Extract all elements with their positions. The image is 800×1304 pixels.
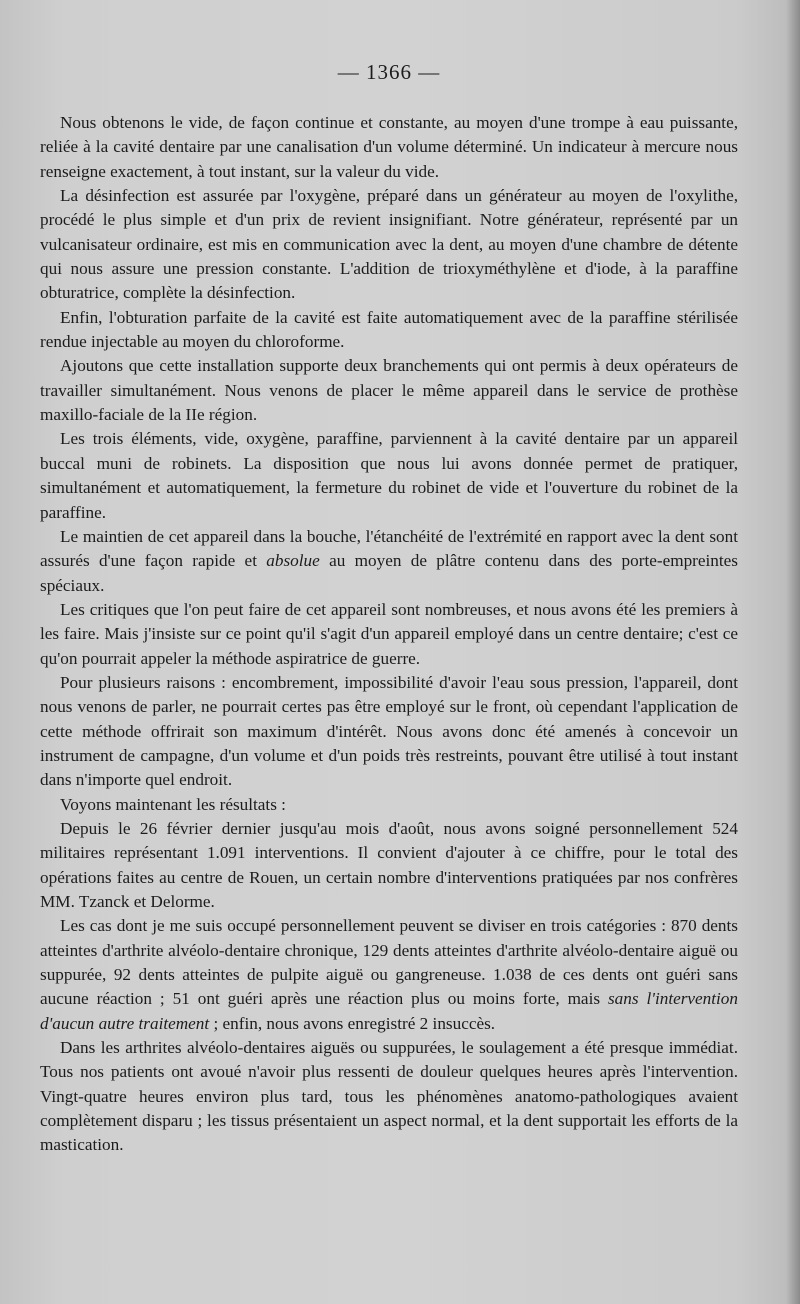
paragraph: Ajoutons que cette installation supporte deux branchements qui ont permis à deux opérateurs de travailler simultanément. Nous venons de placer le même appareil dans le service de prothèse maxillo-faciale de la IIe région. — [40, 356, 738, 425]
paragraph-text: Le maintien de cet appareil dans la bouche, l'étanchéité de l'extrémité en rapport avec la dent sont assurés d'une façon rapide et — [40, 526, 738, 571]
paragraph: Depuis le 26 février dernier jusqu'au mois d'août, nous avons soigné personnellement 524 militaires représentant 1.091 interventions. Il convient d'ajouter à ce chiffre, pour le total des opérations faites au centre de Rouen, un certain nombre d'interventions pratiquées par nos confrères MM. Tzanck et Delorme. — [40, 818, 738, 911]
paragraph-text: au moyen de plâtre contenu dans des porte-empreintes spéciaux. — [40, 551, 738, 595]
paragraph: Nous obtenons le vide, de façon continue et constante, au moyen d'une trompe à eau puissante, reliée à la cavité dentaire par une canalisation d'un volume déterminé. Un indicateur à mercure nous renseigne exactement, à tout instant, sur la valeur du vide. — [40, 113, 738, 181]
page-edge-shadow — [786, 0, 800, 1304]
paragraph-text: Les cas dont je me suis occupé personnellement peuvent se diviser en trois catégories : 870 dents atteintes d'arthrite alvéolo-dentaire chronique, 129 dents atteintes d'arthrite alvéolo-dentaire aiguë ou suppurée, 92 dents atteintes de pulpite aiguë ou gangreneuse. 1.038 de ces dents ont guéri sans aucune réaction ; 51 ont guéri après une réaction plus ou moins forte, mais — [40, 916, 738, 1009]
paragraph: Pour plusieurs raisons : encombrement, impossibilité d'avoir l'eau sous pression, l'appareil, dont nous venons de parler, ne pourrait certes pas être employé sur le front, où cependant l'application de cette méthode offrirait son maximum d'intérêt. Nous avons donc été amenés à concevoir un instrument de campagne, d'un volume et d'un poids très restreints, pouvant être utilisé à tout instant dans n'importe quel endroit. — [40, 672, 738, 790]
paragraph: Dans les arthrites alvéolo-dentaires aiguës ou suppurées, le soulagement a été presque immédiat. Tous nos patients ont avoué n'avoir plus ressenti de douleur quelques heures après l'intervention. Vingt-quatre heures environ plus tard, tous les phénomènes anatomo-pathologiques avaient complètement disparu ; les tissus présentaient un aspect normal, et la dent supportait les efforts de la mastication. — [40, 1038, 738, 1155]
paragraph-text: ; enfin, nous avons enregistré 2 insuccès. — [209, 1013, 496, 1033]
paragraph — [40, 525, 738, 598]
paragraph: Enfin, l'obturation parfaite de la cavité est faite automatiquement avec de la paraffine stérilisée rendue injectable au moyen du chloroforme. — [40, 307, 738, 352]
italic-emphasis: sans l'intervention d'aucun autre traitement — [40, 989, 738, 1033]
paragraph: Les trois éléments, vide, oxygène, paraffine, parviennent à la cavité dentaire par un appareil buccal muni de robinets. La disposition que nous lui avons donnée permet de pratiquer, simultanément et automatiquement, la fermeture du robinet de vide et l'ouverture du robinet de la paraffine. — [40, 429, 738, 522]
page-body — [40, 111, 738, 1158]
paragraph — [40, 914, 738, 1036]
italic-emphasis: absolue — [266, 551, 320, 571]
paragraph: Les critiques que l'on peut faire de cet appareil sont nombreuses, et nous avons été les premiers à les faire. Mais j'insiste sur ce point qu'il s'agit d'un appareil employé dans un centre dentaire; c'est ce qu'on pourrait appeler la méthode aspiratrice de guerre. — [40, 599, 738, 668]
paragraph: Voyons maintenant les résultats : — [60, 794, 286, 814]
page-number: — 1366 — — [337, 60, 441, 84]
paragraph: La désinfection est assurée par l'oxygène, préparé dans un générateur au moyen de l'oxylithe, procédé le plus simple et d'un prix de revient insignifiant. Notre générateur, représenté par un vulcanisateur ordinaire, est mis en communication avec la dent, au moyen d'une chambre de détente qui nous assure une pression constante. L'addition de trioxyméthylène et d'iode, à la paraffine obturatrice, complète la désinfection. — [40, 186, 738, 303]
